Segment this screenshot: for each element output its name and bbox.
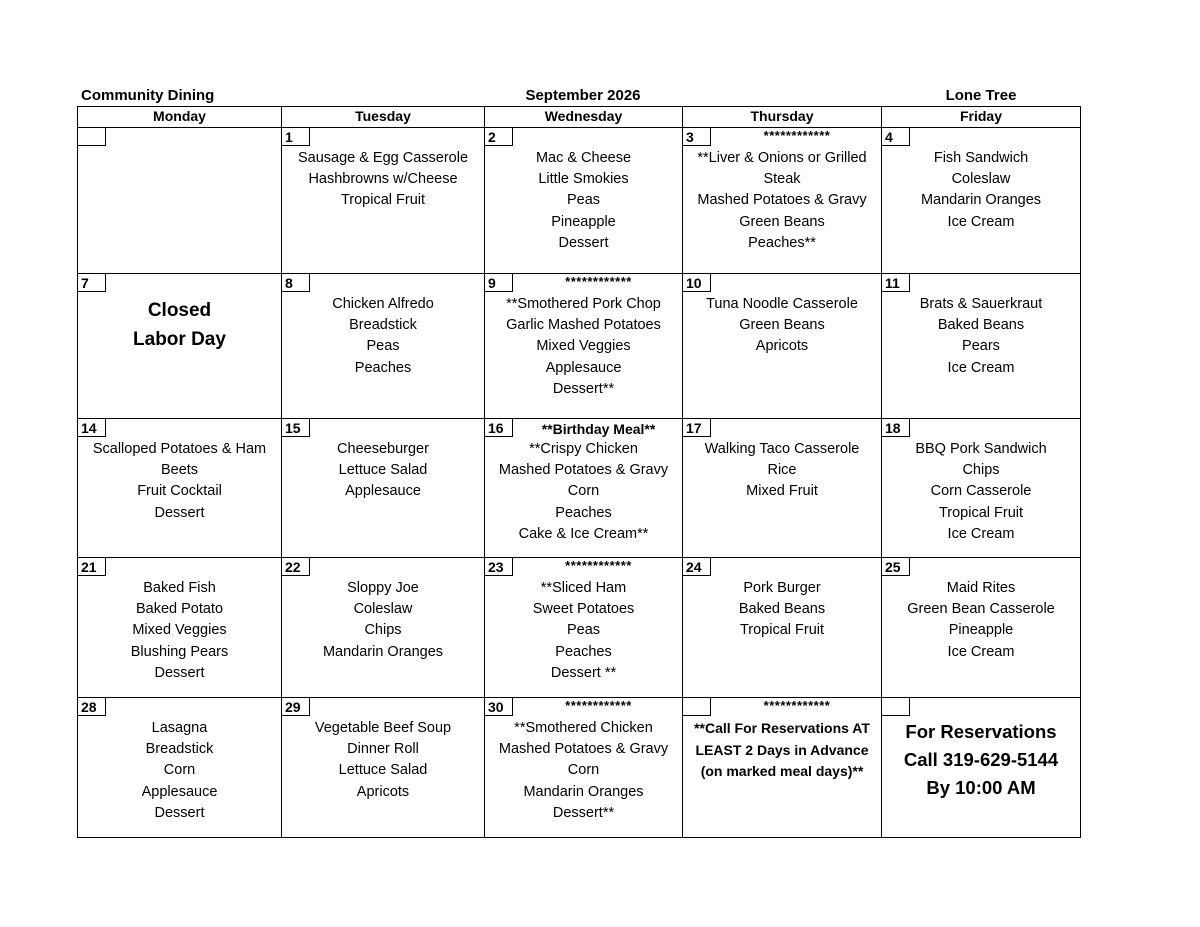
menu-item: Mandarin Oranges <box>523 783 644 800</box>
menu-item: Chicken Alfredo <box>332 296 434 312</box>
day-number: 30 <box>485 698 513 716</box>
day-cell <box>282 128 485 274</box>
day-cell-content <box>78 698 281 837</box>
menu-item: BBQ Pork Sandwich <box>915 441 1047 457</box>
menu-items <box>282 128 484 212</box>
reservation-line: By 10:00 AM <box>926 777 1036 798</box>
day-number: 8 <box>282 274 310 292</box>
day-cell-content <box>78 419 281 557</box>
day-number: 29 <box>282 698 310 716</box>
day-cell-content <box>683 128 881 273</box>
day-number: 10 <box>683 274 711 292</box>
calendar-table <box>77 106 1081 838</box>
menu-item: Dessert** <box>552 380 615 397</box>
day-cell <box>282 419 485 558</box>
day-cell <box>282 558 485 698</box>
menu-item: Lettuce Salad <box>338 462 428 479</box>
day-cell-content <box>282 419 484 557</box>
day-number: 18 <box>882 419 910 437</box>
day-number <box>683 698 711 716</box>
day-cell-content <box>882 274 1080 418</box>
menu-item: Tropical Fruit <box>739 622 825 639</box>
menu-item: Cheeseburger <box>337 441 429 457</box>
menu-item: Brats & Sauerkraut <box>919 296 1043 312</box>
menu-item: Tuna Noodle Casserole <box>706 296 858 312</box>
day-cell-content <box>683 419 881 557</box>
menu-item: Walking Taco Casserole <box>704 441 860 457</box>
menu-calendar-page <box>77 86 1080 838</box>
menu-item: Fish Sandwich <box>933 150 1029 166</box>
menu-item: Corn <box>163 762 196 779</box>
menu-item: Peas <box>566 622 601 639</box>
day-cell <box>882 698 1081 838</box>
day-number: 25 <box>882 558 910 576</box>
closed-line: Closed <box>147 300 212 321</box>
special-meal-marker: ************ <box>763 698 831 713</box>
menu-items <box>683 558 881 642</box>
menu-item: Dessert** <box>552 804 615 821</box>
menu-items <box>683 274 881 358</box>
menu-item: Scalloped Potatoes & Ham <box>92 441 267 457</box>
day-cell-content <box>485 558 682 697</box>
menu-item: Dessert <box>154 804 205 821</box>
reservation-info <box>882 698 1080 802</box>
menu-item: Applesauce <box>141 783 218 800</box>
menu-item: Dessert <box>154 664 205 681</box>
weekday-thursday: Thursday <box>683 107 882 128</box>
reservation-line: Call 319-629-5144 <box>903 749 1059 770</box>
day-number <box>78 128 106 146</box>
day-cell <box>683 698 882 838</box>
day-cell-content <box>282 128 484 273</box>
menu-items <box>282 274 484 379</box>
day-cell <box>683 419 882 558</box>
menu-item: Baked Fish <box>143 580 216 596</box>
menu-item: **Sliced Ham <box>540 580 627 596</box>
day-number: 7 <box>78 274 106 292</box>
day-cell <box>683 274 882 419</box>
location-name: Lone Tree <box>945 87 1017 104</box>
notice-line: **Call For Reservations AT <box>694 720 870 736</box>
menu-item: Sweet Potatoes <box>532 601 635 618</box>
menu-item: Mixed Veggies <box>536 338 631 355</box>
menu-item: Ice Cream <box>947 643 1015 660</box>
menu-item: Baked Beans <box>937 317 1025 334</box>
menu-item: Pineapple <box>948 622 1014 639</box>
day-cell-content <box>683 274 881 418</box>
menu-item: Peaches <box>555 643 612 660</box>
closed-notice <box>78 274 281 354</box>
day-cell-content <box>282 274 484 418</box>
menu-item: Dessert <box>558 234 609 251</box>
weekday-friday: Friday <box>882 107 1081 128</box>
day-cell-content <box>78 128 281 273</box>
calendar-week-row <box>78 698 1081 838</box>
day-cell <box>282 698 485 838</box>
menu-items <box>485 698 682 824</box>
day-number: 23 <box>485 558 513 576</box>
day-number: 22 <box>282 558 310 576</box>
menu-item: Hashbrowns w/Cheese <box>308 171 458 188</box>
menu-item: Corn Casserole <box>930 483 1032 500</box>
menu-items <box>485 128 682 254</box>
menu-item: Vegetable Beef Soup <box>314 720 452 736</box>
day-number: 15 <box>282 419 310 437</box>
calendar-week-row <box>78 128 1081 274</box>
day-cell-content <box>485 128 682 273</box>
day-number: 24 <box>683 558 711 576</box>
menu-items <box>882 274 1080 379</box>
calendar-week-row <box>78 274 1081 419</box>
day-number: 3 <box>683 128 711 146</box>
menu-items <box>78 419 281 524</box>
day-cell <box>485 558 683 698</box>
menu-item: Mixed Fruit <box>746 483 818 500</box>
day-number: 4 <box>882 128 910 146</box>
menu-items <box>78 128 281 148</box>
menu-item: Cake & Ice Cream** <box>518 525 649 542</box>
menu-item: Green Beans <box>739 317 825 334</box>
day-cell-content <box>485 274 682 418</box>
day-cell <box>485 128 683 274</box>
special-meal-marker: ************ <box>763 128 831 143</box>
menu-item: Mixed Veggies <box>132 622 227 639</box>
day-cell-content <box>882 698 1080 837</box>
menu-item: Dessert ** <box>550 664 617 681</box>
menu-item: Green Beans <box>739 213 825 230</box>
menu-item: Steak <box>763 171 801 188</box>
weekday-monday: Monday <box>78 107 282 128</box>
day-cell-content <box>882 128 1080 273</box>
menu-item: Ice Cream <box>947 213 1015 230</box>
menu-item: Peaches <box>555 504 612 521</box>
menu-item: Maid Rites <box>946 580 1016 596</box>
menu-item: Beets <box>160 462 199 479</box>
calendar-week-row <box>78 419 1081 558</box>
weekday-tuesday: Tuesday <box>282 107 485 128</box>
menu-item: **Crispy Chicken <box>529 441 638 457</box>
menu-item: Mac & Cheese <box>535 150 632 166</box>
menu-item: Pears <box>962 338 1000 355</box>
menu-item: Breadstick <box>349 317 417 334</box>
menu-item: Little Smokies <box>538 171 629 188</box>
day-cell <box>683 558 882 698</box>
menu-item: Ice Cream <box>947 525 1015 542</box>
special-meal-marker: ************ <box>565 558 632 573</box>
menu-items <box>882 558 1080 663</box>
day-number: 9 <box>485 274 513 292</box>
calendar-title-row <box>77 86 1080 106</box>
menu-item: Breadstick <box>145 741 214 758</box>
menu-item: Peas <box>566 192 601 209</box>
day-number: 16 <box>485 419 513 437</box>
menu-item: Green Bean Casserole <box>907 601 1055 618</box>
menu-item: Ice Cream <box>947 359 1015 376</box>
day-number: 17 <box>683 419 711 437</box>
menu-item: Mandarin Oranges <box>322 643 444 660</box>
day-cell <box>882 419 1081 558</box>
day-cell <box>282 274 485 419</box>
menu-item: Apricots <box>356 783 410 800</box>
day-cell-content <box>78 558 281 697</box>
menu-items <box>882 419 1080 545</box>
day-cell <box>882 558 1081 698</box>
day-cell <box>78 698 282 838</box>
menu-item: Chips <box>364 622 402 639</box>
day-cell-content <box>485 698 682 837</box>
day-cell <box>78 128 282 274</box>
menu-item: Sausage & Egg Casserole <box>297 150 469 166</box>
menu-item: Pork Burger <box>743 580 821 596</box>
day-cell-content <box>282 698 484 837</box>
menu-item: Baked Beans <box>738 601 826 618</box>
day-cell-content <box>683 698 881 837</box>
menu-item: Coleslaw <box>353 601 413 618</box>
day-number: 2 <box>485 128 513 146</box>
day-number: 14 <box>78 419 106 437</box>
birthday-meal-banner: **Birthday Meal** <box>541 421 656 437</box>
day-number: 11 <box>882 274 910 292</box>
menu-item: Dessert <box>154 504 205 521</box>
menu-item: Mashed Potatoes & Gravy <box>498 741 669 758</box>
menu-item: Mashed Potatoes & Gravy <box>498 462 669 479</box>
day-cell-content <box>485 419 682 557</box>
menu-item: Mandarin Oranges <box>920 192 1042 209</box>
menu-item: Mashed Potatoes & Gravy <box>697 192 867 209</box>
special-meal-marker: ************ <box>565 274 632 289</box>
day-cell-content <box>683 558 881 697</box>
day-cell <box>485 419 683 558</box>
menu-items <box>78 698 281 824</box>
day-number: 28 <box>78 698 106 716</box>
day-cell-content <box>882 419 1080 557</box>
menu-item: Apricots <box>755 338 809 355</box>
notice-line: (on marked meal days)** <box>700 763 864 779</box>
menu-item: **Smothered Pork Chop <box>506 296 661 312</box>
menu-item: Peaches <box>354 359 412 376</box>
weekday-wednesday: Wednesday <box>485 107 683 128</box>
menu-item: Tropical Fruit <box>340 192 426 209</box>
menu-item: Peaches** <box>748 234 816 251</box>
menu-item: Peas <box>366 338 400 355</box>
day-number <box>882 698 910 716</box>
menu-item: **Liver & Onions or Grilled <box>697 150 867 166</box>
day-cell <box>882 128 1081 274</box>
menu-item: Lasagna <box>151 720 208 736</box>
day-cell-content <box>78 274 281 418</box>
menu-items <box>882 128 1080 233</box>
notice-line: LEAST 2 Days in Advance <box>695 741 869 758</box>
menu-items <box>683 419 881 503</box>
menu-items <box>282 698 484 803</box>
day-cell <box>683 128 882 274</box>
day-cell <box>78 274 282 419</box>
month-title: September 2026 <box>525 87 641 104</box>
reservation-line: For Reservations <box>905 721 1057 742</box>
menu-items <box>485 274 682 400</box>
day-cell <box>78 419 282 558</box>
day-cell <box>882 274 1081 419</box>
menu-item: Coleslaw <box>951 171 1011 188</box>
menu-item: Applesauce <box>545 359 622 376</box>
menu-item: **Smothered Chicken <box>514 720 653 736</box>
menu-items <box>485 558 682 684</box>
menu-items <box>282 419 484 503</box>
menu-item: Garlic Mashed Potatoes <box>506 317 661 334</box>
day-cell-content <box>882 558 1080 697</box>
menu-item: Rice <box>767 462 797 479</box>
menu-item: Pineapple <box>551 213 616 230</box>
menu-item: Blushing Pears <box>130 643 229 660</box>
day-cell <box>485 274 683 419</box>
menu-items <box>78 558 281 684</box>
menu-item: Tropical Fruit <box>938 504 1024 521</box>
day-cell <box>78 558 282 698</box>
menu-items <box>282 558 484 663</box>
special-meal-marker: ************ <box>565 698 632 713</box>
menu-items <box>683 128 881 254</box>
weekday-header-row <box>78 107 1081 128</box>
menu-item: Applesauce <box>345 483 421 500</box>
day-cell-content <box>282 558 484 697</box>
day-cell <box>485 698 683 838</box>
menu-item: Lettuce Salad <box>338 762 428 779</box>
menu-item: Corn <box>567 762 600 779</box>
menu-item: Dinner Roll <box>347 741 419 758</box>
day-number: 1 <box>282 128 310 146</box>
closed-line: Labor Day <box>133 329 226 350</box>
menu-item: Fruit Cocktail <box>137 483 222 500</box>
calendar-week-row <box>78 558 1081 698</box>
menu-item: Baked Potato <box>135 601 224 618</box>
program-name: Community Dining <box>81 87 215 104</box>
menu-item: Corn <box>567 483 600 500</box>
day-number: 21 <box>78 558 106 576</box>
menu-item: Chips <box>962 462 1000 479</box>
menu-item: Sloppy Joe <box>347 580 419 596</box>
